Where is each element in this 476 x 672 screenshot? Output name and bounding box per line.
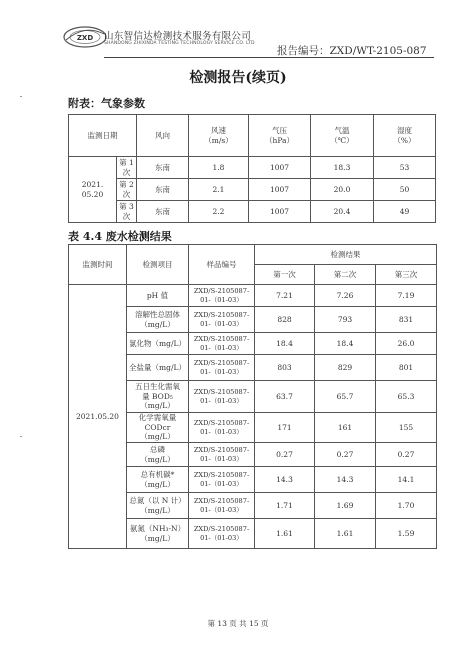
- result-second: 7.26: [315, 285, 376, 307]
- sample-number: ZXD/S-2105087- 01-（01-03）: [189, 467, 255, 493]
- result-first: 1.61: [255, 519, 315, 549]
- header-divider: [104, 57, 434, 58]
- temperature: 18.3: [311, 157, 374, 179]
- result-second: 14.3: [315, 467, 376, 493]
- result-third: 1.59: [376, 519, 437, 549]
- sample-number: ZXD/S-2105087- 01-（01-03）: [189, 285, 255, 307]
- wind-speed: 2.2: [189, 201, 249, 223]
- sample-number: ZXD/S-2105087- 01-（01-03）: [189, 493, 255, 519]
- result-first: 1.71: [255, 493, 315, 519]
- sample-number: ZXD/S-2105087- 01-（01-03）: [189, 307, 255, 333]
- humidity: 53: [374, 157, 436, 179]
- result-first: 0.27: [255, 443, 315, 467]
- header-temperature: 气温 （℃）: [311, 115, 374, 157]
- wind-direction: 东南: [137, 201, 189, 223]
- result-second: 0.27: [315, 443, 376, 467]
- sample-number: ZXD/S-2105087- 01-（01-03）: [189, 413, 255, 443]
- round-label: 第 2 次: [117, 179, 137, 201]
- result-third: 65.3: [376, 381, 437, 413]
- header-third: 第三次: [376, 265, 437, 285]
- wastewater-heading: 表 4.4 废水检测结果: [68, 230, 172, 243]
- result-first: 803: [255, 355, 315, 381]
- page-title: 检测报告(续页): [189, 70, 287, 86]
- result-third: 155: [376, 413, 437, 443]
- header-first: 第一次: [255, 265, 315, 285]
- header-wind-direction: 风向: [137, 115, 189, 157]
- result-second: 65.7: [315, 381, 376, 413]
- humidity: 49: [374, 201, 436, 223]
- weather-row: [69, 157, 436, 179]
- wind-direction: 东南: [137, 157, 189, 179]
- wind-speed: 2.1: [189, 179, 249, 201]
- result-third: 831: [376, 307, 437, 333]
- result-second: 793: [315, 307, 376, 333]
- company-name-en: SHANDONG ZHIXINDA TESTING TECHNOLOGY SERVICE CO. LTD: [104, 41, 255, 46]
- test-item: 总有机碳* （mg/L）: [127, 467, 189, 493]
- weather-table: [68, 114, 436, 223]
- sample-number: ZXD/S-2105087- 01-（01-03）: [189, 381, 255, 413]
- sample-number: ZXD/S-2105087- 01-（01-03）: [189, 333, 255, 355]
- temperature: 20.0: [311, 179, 374, 201]
- result-third: 14.1: [376, 467, 437, 493]
- result-second: 1.61: [315, 519, 376, 549]
- test-item: 总磷 （mg/L）: [127, 443, 189, 467]
- sample-number: ZXD/S-2105087- 01-（01-03）: [189, 519, 255, 549]
- header-results: 检测结果: [255, 245, 437, 265]
- header-test-item: 检测项目: [127, 245, 189, 285]
- pressure: 1007: [249, 179, 311, 201]
- weather-date-monthday: 05.20: [81, 189, 104, 199]
- wastewater-table: [68, 244, 437, 549]
- result-second: 161: [315, 413, 376, 443]
- result-first: 171: [255, 413, 315, 443]
- result-second: 1.69: [315, 493, 376, 519]
- test-item: 溶解性总固体 （mg/L）: [127, 307, 189, 333]
- temperature: 20.4: [311, 201, 374, 223]
- test-item: 全盐量（mg/L）: [127, 355, 189, 381]
- wastewater-body: [69, 285, 437, 549]
- header-sample-no: 样品编号: [189, 245, 255, 285]
- header-second: 第二次: [315, 265, 376, 285]
- test-item: 化学需氧量 CODcr （mg/L）: [127, 413, 189, 443]
- scan-speck: [20, 96, 22, 97]
- sample-number: ZXD/S-2105087- 01-（01-03）: [189, 355, 255, 381]
- sample-number: ZXD/S-2105087- 01-（01-03）: [189, 443, 255, 467]
- round-label: 第 1 次: [117, 157, 137, 179]
- test-item: pH 值: [127, 285, 189, 307]
- company-logo-icon: [62, 24, 108, 50]
- humidity: 50: [374, 179, 436, 201]
- result-third: 1.70: [376, 493, 437, 519]
- header-pressure: 气压 （hPa）: [249, 115, 311, 157]
- weather-header-row: [69, 115, 436, 157]
- weather-date-year: 2021.: [81, 180, 104, 190]
- test-item: 氨氮（NH₃-N） （mg/L）: [127, 519, 189, 549]
- page-footer: 第 13 页 共 15 页: [207, 619, 269, 628]
- logo-text: ZXD: [76, 34, 94, 42]
- result-first: 7.21: [255, 285, 315, 307]
- weather-row: [69, 179, 436, 201]
- test-item: 总氮（以 N 计） （mg/L）: [127, 493, 189, 519]
- weather-heading: 附表：气象参数: [68, 97, 145, 110]
- wastewater-header-row: [69, 245, 437, 265]
- scan-speck: [20, 436, 22, 437]
- header-humidity: 湿度 （%）: [374, 115, 436, 157]
- pressure: 1007: [249, 157, 311, 179]
- pressure: 1007: [249, 201, 311, 223]
- header-wind-speed: 风速 （m/s）: [189, 115, 249, 157]
- result-first: 63.7: [255, 381, 315, 413]
- test-item: 五日生化需氧 量 BOD₅ （mg/L）: [127, 381, 189, 413]
- result-second: 829: [315, 355, 376, 381]
- table-row: [69, 285, 437, 307]
- report-number: 报告编号：ZXD/WT-2105-087: [277, 45, 427, 57]
- test-item: 氯化物（mg/L）: [127, 333, 189, 355]
- company-name-cn: 山东智信达检测技术服务有限公司: [104, 31, 252, 42]
- header-date: 监测日期: [69, 115, 137, 157]
- weather-row: [69, 201, 436, 223]
- wind-speed: 1.8: [189, 157, 249, 179]
- result-third: 801: [376, 355, 437, 381]
- result-third: 0.27: [376, 443, 437, 467]
- result-first: 14.3: [255, 467, 315, 493]
- result-third: 26.0: [376, 333, 437, 355]
- round-label: 第 3 次: [117, 201, 137, 223]
- weather-date: [69, 157, 117, 223]
- wind-direction: 东南: [137, 179, 189, 201]
- header-monitor-time: 监测时间: [69, 245, 127, 285]
- result-second: 18.4: [315, 333, 376, 355]
- result-third: 7.19: [376, 285, 437, 307]
- monitor-date: 2021.05.20: [69, 285, 127, 549]
- result-first: 828: [255, 307, 315, 333]
- result-first: 18.4: [255, 333, 315, 355]
